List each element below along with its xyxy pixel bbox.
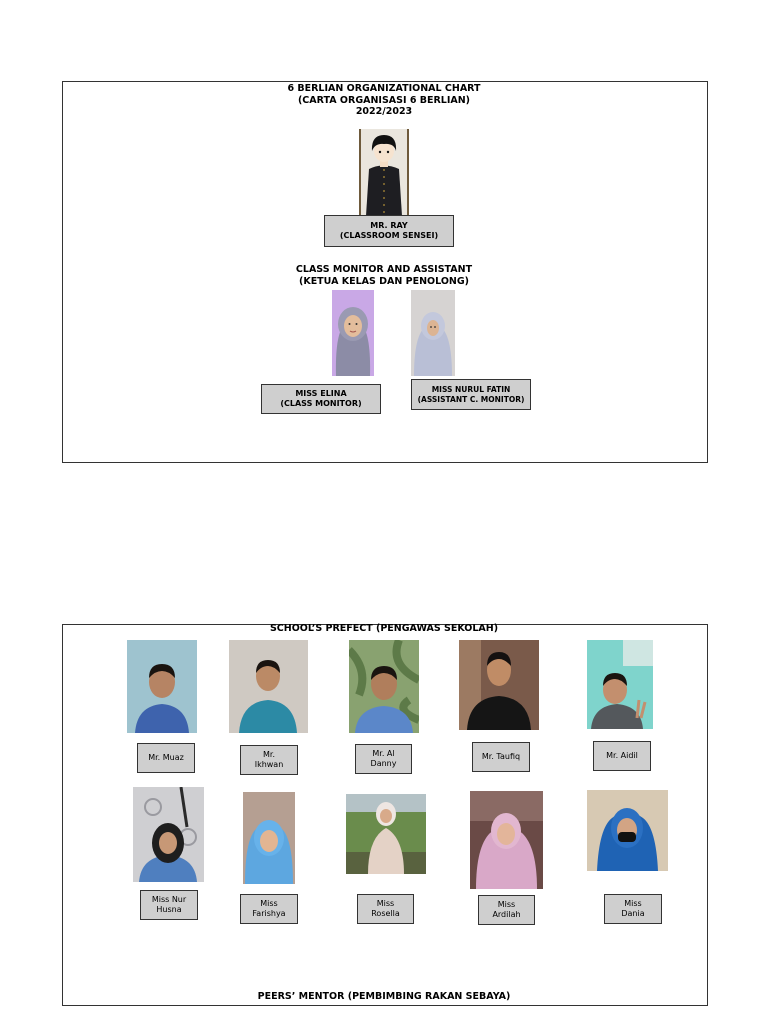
prefect-photo-aidil — [587, 640, 653, 729]
prefect-photo-nur-husna — [133, 787, 204, 882]
prefect-label-dania: Miss Dania — [604, 894, 662, 924]
prefect-photo-dania — [587, 790, 668, 871]
prefect-photo-rosella — [346, 794, 426, 874]
prefect-label-aidil: Mr. Aidil — [593, 741, 651, 771]
teacher-label: MR. RAY (CLASSROOM SENSEI) — [324, 215, 454, 247]
prefect-label-nur-husna: Miss Nur Husna — [140, 890, 198, 920]
prefect-photo-ardilah — [470, 791, 543, 889]
chart-title: 6 BERLIAN ORGANIZATIONAL CHART (CARTA ORGANISASI 6 BERLIAN) 2022/2023 — [287, 83, 481, 117]
monitor-photo — [332, 290, 374, 376]
monitor-heading: CLASS MONITOR AND ASSISTANT (KETUA KELAS DAN PENOLONG) — [295, 264, 473, 287]
assistant-photo — [411, 290, 455, 376]
prefect-photo-muaz — [127, 640, 197, 733]
prefect-photo-ikhwan — [229, 640, 308, 733]
peers-mentor-heading: PEERS’ MENTOR (PEMBIMBING RAKAN SEBAYA) — [257, 991, 511, 1002]
teacher-photo — [359, 129, 409, 216]
prefect-label-ikhwan: Mr. Ikhwan — [240, 745, 298, 775]
monitor-label: MISS ELINA (CLASS MONITOR) — [261, 384, 381, 414]
prefect-label-taufiq: Mr. Taufiq — [472, 742, 530, 772]
prefect-label-farishya: Miss Farishya — [240, 894, 298, 924]
prefect-photo-taufiq — [459, 640, 539, 730]
prefect-label-muaz: Mr. Muaz — [137, 743, 195, 773]
prefect-label-al-danny: Mr. Al Danny — [355, 744, 412, 774]
prefect-label-ardilah: Miss Ardilah — [478, 895, 535, 925]
prefect-photo-al-danny — [349, 640, 419, 733]
prefect-photo-farishya — [243, 792, 295, 884]
prefect-label-rosella: Miss Rosella — [357, 894, 414, 924]
assistant-label: MISS NURUL FATIN (ASSISTANT C. MONITOR) — [411, 379, 531, 410]
prefect-title: SCHOOL’S PREFECT (PENGAWAS SEKOLAH) — [269, 623, 499, 634]
